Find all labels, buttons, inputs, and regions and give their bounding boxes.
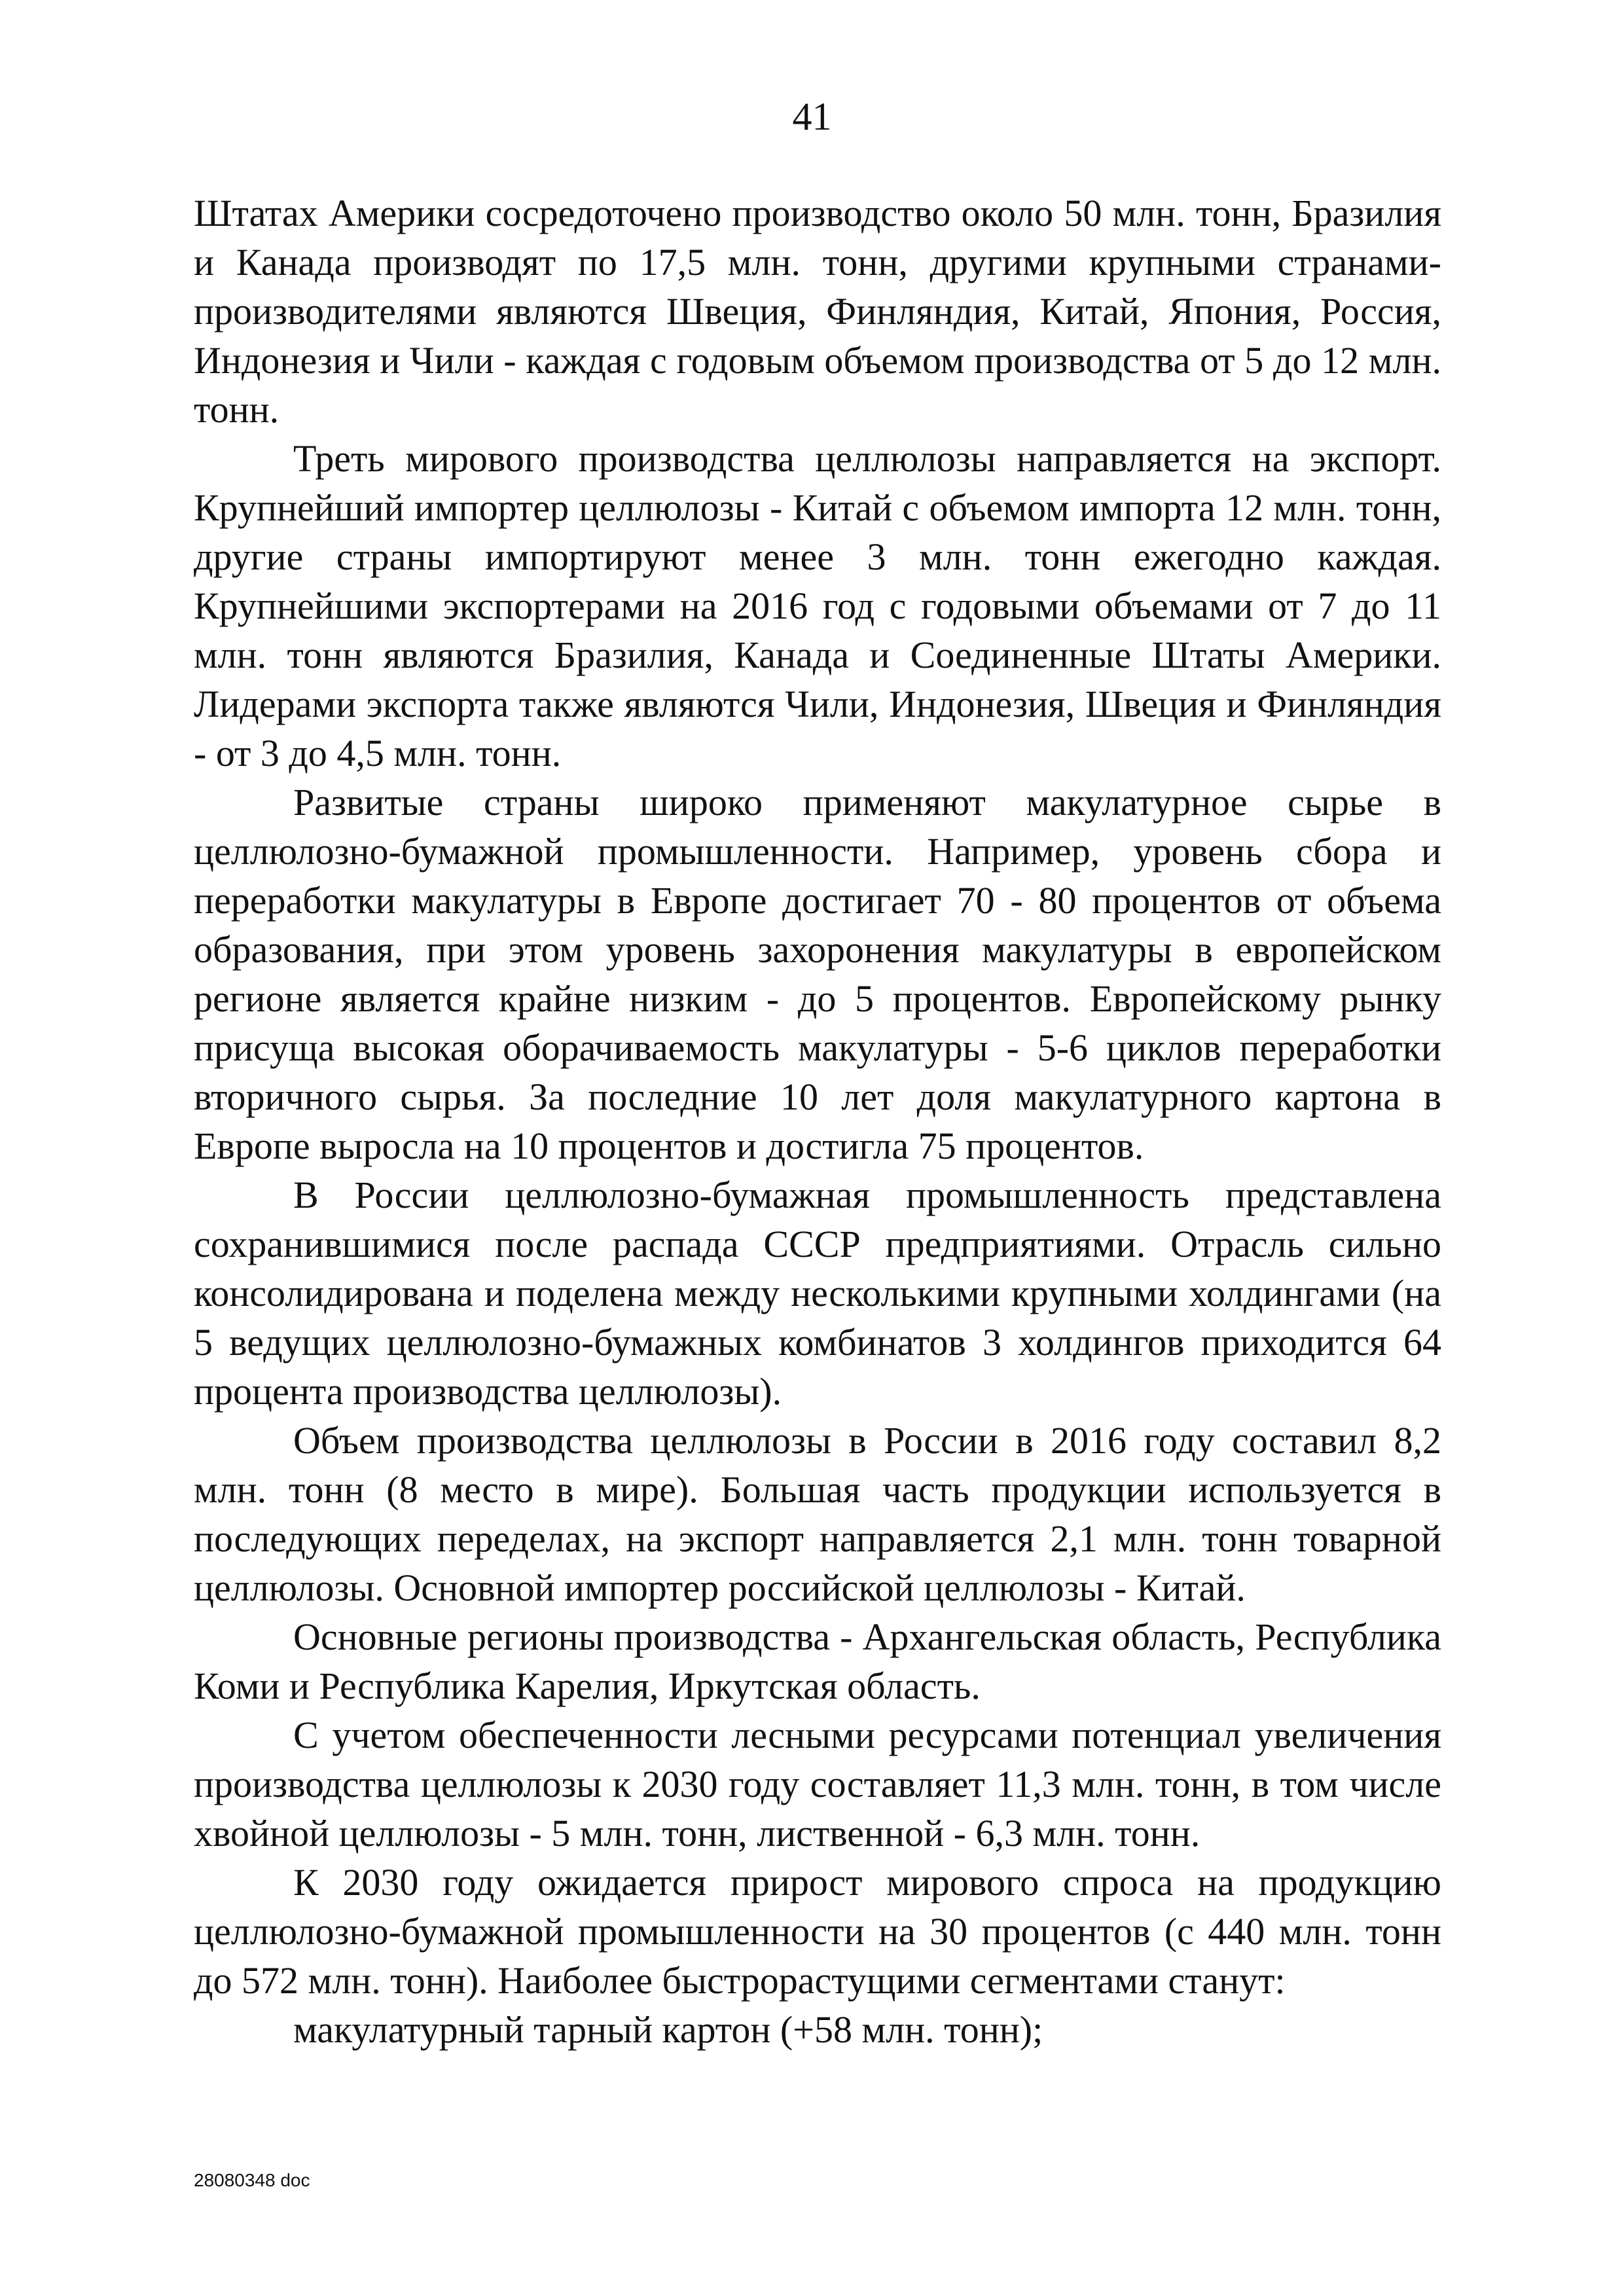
paragraph-demand-2030: К 2030 году ожидается прирост мирового спроса на продукцию целлюлозно-бумажной промышленности на 30 процентов (с 440 млн. тонн до 572 млн. тонн). Наиболее быстрорастущими сегментами станут: xyxy=(194,1861,1441,2002)
paragraph-us-production: Штатах Америки сосредоточено производство около 50 млн. тонн, Бразилия и Канада производят по 17,5 млн. тонн, другими крупными странами-производителями являются Швеция, Финляндия, Китай, Япония, Россия, Индонезия и Чили - каждая с годовым объемом производства от 5 до 12 млн. тонн. xyxy=(194,192,1441,431)
paragraph-regions: Основные регионы производства - Архангельская область, Республика Коми и Республика Карелия, Иркутская область. xyxy=(194,1616,1441,1707)
list-item-container-board: макулатурный тарный картон (+58 млн. тонн); xyxy=(293,2008,1043,2051)
paragraph-potential-2030: С учетом обеспеченности лесными ресурсами потенциал увеличения производства целлюлозы к 2030 году составляет 11,3 млн. тонн, в том числе хвойной целлюлозы - 5 млн. тонн, лиственной - 6,3 млн. тонн. xyxy=(194,1714,1441,1854)
paragraph-export: Треть мирового производства целлюлозы направляется на экспорт. Крупнейший импортер целлюлозы - Китай с объемом импорта 12 млн. тонн, другие страны импортируют менее 3 млн. тонн ежегодно каждая. Крупнейшими экспортерами на 2016 год с годовыми объемами от 7 до 11 млн. тонн являются Бразилия, Канада и Соединенные Штаты Америки. Лидерами экспорта также являются Чили, Индонезия, Швеция и Финляндия - от 3 до 4,5 млн. тонн. xyxy=(194,437,1441,774)
paragraph-russia-industry: В России целлюлозно-бумажная промышленность представлена сохранившимися после распада СССР предприятиями. Отрасль сильно консолидирована и поделена между несколькими крупными холдингами (на 5 ведущих целлюлозно-бумажных комбинатов 3 холдингов приходится 64 процента производства целлюлозы). xyxy=(194,1174,1441,1413)
paragraph-russia-volume: Объем производства целлюлозы в России в 2016 году составил 8,2 млн. тонн (8 место в мире). Большая часть продукции используется в последующих переделах, на экспорт направляется 2,1 млн. тонн товарной целлюлозы. Основной импортер российской целлюлозы - Китай. xyxy=(194,1419,1441,1609)
document-body xyxy=(194,189,1441,2054)
paragraph-recycled-paper: Развитые страны широко применяют макулатурное сырье в целлюлозно-бумажной промышленности. Например, уровень сбора и переработки макулатуры в Европе достигает 70 - 80 процентов от объема образования, при этом уровень захоронения макулатуры в европейском регионе является крайне низким - до 5 процентов. Европейскому рынку присуща высокая оборачиваемость макулатуры - 5-6 циклов переработки вторичного сырья. За последние 10 лет доля макулатурного картона в Европе выросла на 10 процентов и достигла 75 процентов. xyxy=(194,781,1441,1167)
document-code: 28080348 doc xyxy=(194,2170,310,2190)
page-number: 41 xyxy=(792,95,832,138)
